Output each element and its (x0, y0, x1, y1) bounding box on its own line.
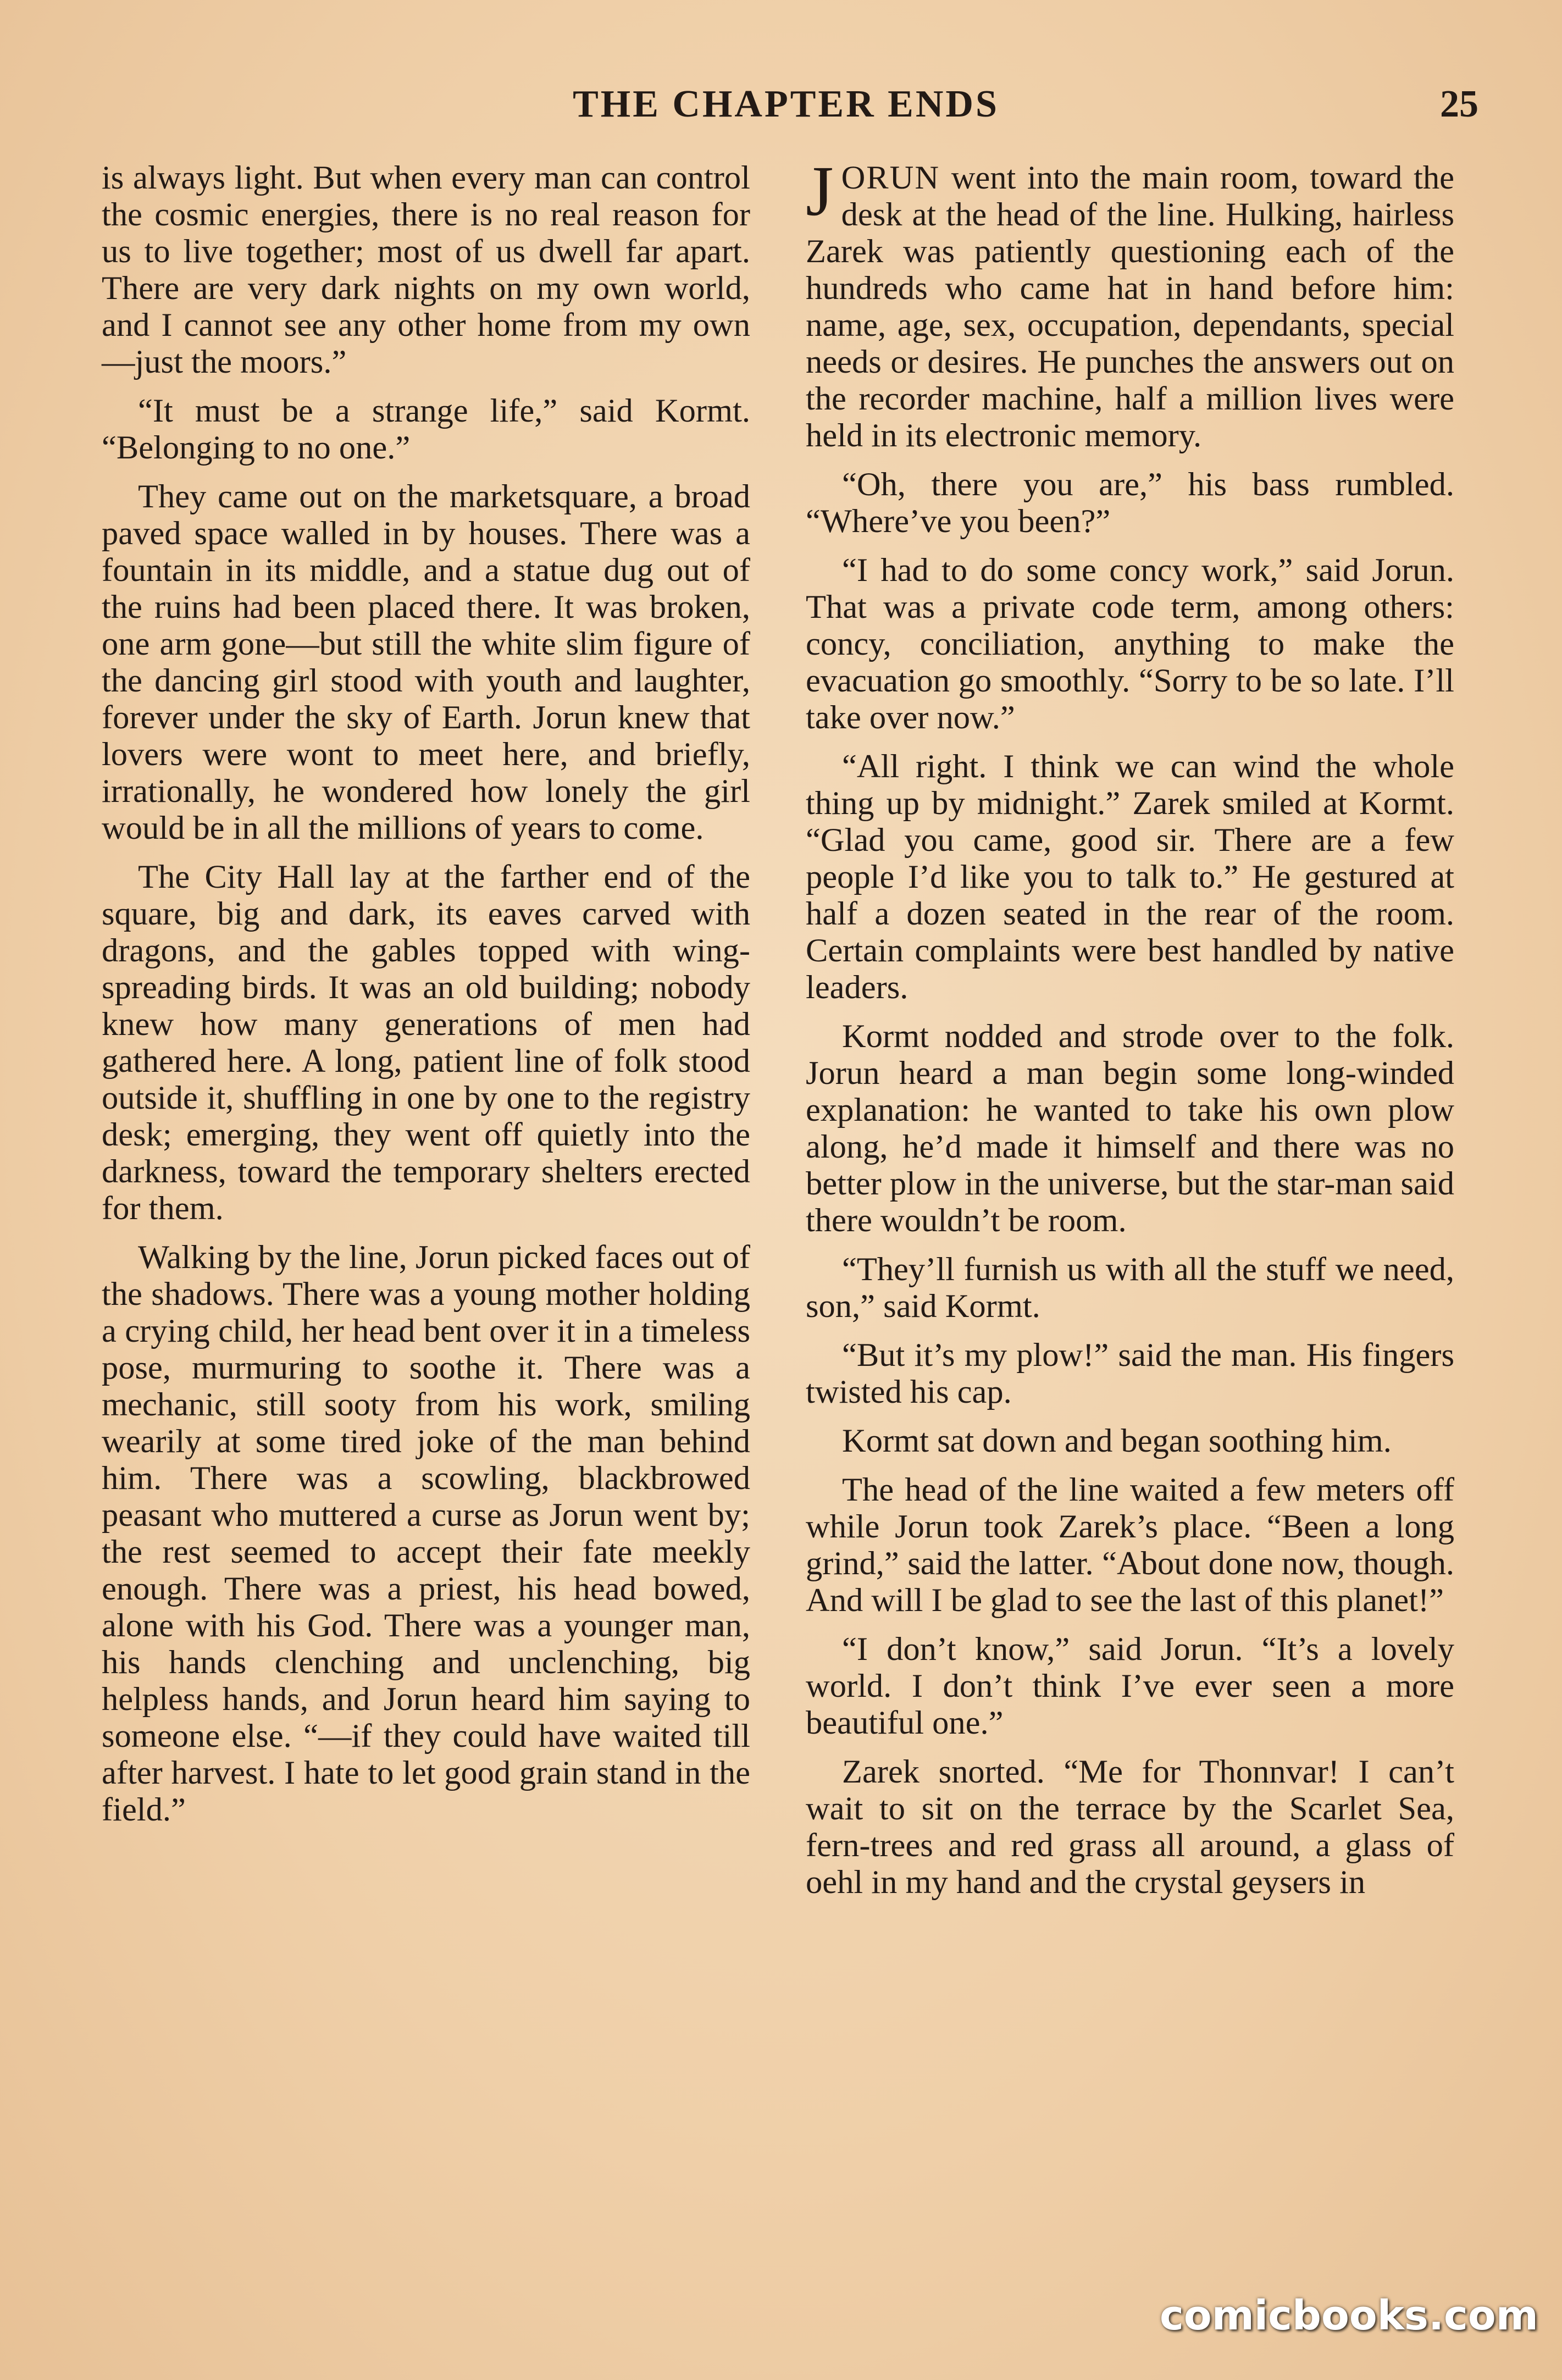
paragraph: The City Hall lay at the farther end of the square, big and dark, its eaves carved with dragons, and the gables topped with wing-spreading birds. It was an old building; nobody knew how many generations of men had gathered here. A long, patient line of folk stood outside it, shuffling in one by one to the registry desk; emerging, they went off quietly into the darkness, toward the temporary shelters erected for them. (102, 859, 750, 1227)
drop-cap: J (806, 152, 834, 231)
paragraph: “But it’s my plow!” said the man. His fingers twisted his cap. (806, 1337, 1454, 1410)
paragraph: “It must be a strange life,” said Kormt. “Belonging to no one.” (102, 392, 750, 466)
paragraph: Zarek snorted. “Me for Thonnvar! I can’t wait to sit on the terrace by the Scarlet Sea, fern-trees and red grass all around, a glass of oehl in my hand and the crystal geysers in (806, 1753, 1454, 1901)
watermark: comicbooks.com (1160, 2292, 1538, 2339)
page-header (0, 82, 1562, 143)
page-number: 25 (1440, 83, 1478, 125)
left-column (102, 159, 750, 2303)
paragraph: Kormt nodded and strode over to the folk. Jorun heard a man begin some long-winded explanation: he wanted to take his own plow along, he’d made it himself and there was no better plow in the universe, but the star-man said there wouldn’t be room. (806, 1018, 1454, 1239)
paragraph: Kormt sat down and began soothing him. (842, 1423, 1392, 1459)
paragraph: “All right. I think we can wind the whole thing up by midnight.” Zarek smiled at Kormt. “Glad you came, good sir. There are a few people I’d like you to talk to.” He gestured at half a dozen seated in the rear of the room. Certain complaints were best handled by native leaders. (806, 748, 1454, 1006)
opening-paragraph (806, 152, 1454, 454)
opening-smallcaps: ORUN (841, 159, 940, 196)
paragraph: Walking by the line, Jorun picked faces out of the shadows. There was a young mother holding a crying child, her head bent over it in a timeless pose, murmuring to soothe it. There was a mechanic, still sooty from his work, smiling wearily at some tired joke of the man behind him. There was a scowling, blackbrowed peasant who muttered a curse as Jorun went by; the rest seemed to accept their fate meekly enough. There was a priest, his head bowed, alone with his God. There was a younger man, his hands clenching and unclenching, big helpless hands, and Jorun heard him saying to someone else. “—if they could have waited till after harvest. I hate to let good grain stand in the field.” (102, 1239, 750, 1828)
running-title: THE CHAPTER ENDS (573, 83, 999, 125)
paragraph: “I had to do some concy work,” said Jorun. That was a private code term, among others: concy, conciliation, anything to make the evacuation go smoothly. “Sorry to be so late. I’ll take over now.” (806, 552, 1454, 736)
paragraph: “I don’t know,” said Jorun. “It’s a lovely world. I don’t think I’ve ever seen a more beautiful one.” (806, 1631, 1454, 1741)
paragraph: The head of the line waited a few meters off while Jorun took Zarek’s place. “Been a long grind,” said the latter. “About done now, though. And will I be glad to see the last of this planet!” (806, 1471, 1454, 1619)
paragraph: “Oh, there you are,” his bass rumbled. “Where’ve you been?” (806, 466, 1454, 540)
right-column (806, 152, 1454, 2303)
paragraph: is always light. But when every man can control the cosmic energies, there is no real reason for us to live together; most of us dwell far apart. There are very dark nights on my own world, and I cannot see any other home from my own—just the moors.” (102, 159, 750, 380)
paragraph: “They’ll furnish us with all the stuff we need, son,” said Kormt. (806, 1251, 1454, 1325)
opening-text: went into the main room, toward the desk at the head of the line. Hulking, hairless Zarek was patiently questioning each of the hundreds who came hat in hand before him: name, age, sex, occupation, dependants, special needs or desires. He punches the answers out on the recorder machine, half a million lives were held in its electronic memory. (806, 159, 1454, 454)
paragraph: They came out on the marketsquare, a broad paved space walled in by houses. There was a fountain in its middle, and a statue dug out of the ruins had been placed there. It was broken, one arm gone—but still the white slim figure of the dancing girl stood with youth and laughter, forever under the sky of Earth. Jorun knew that lovers were wont to meet here, and briefly, irrationally, he wondered how lonely the girl would be in all the millions of years to come. (102, 478, 750, 846)
